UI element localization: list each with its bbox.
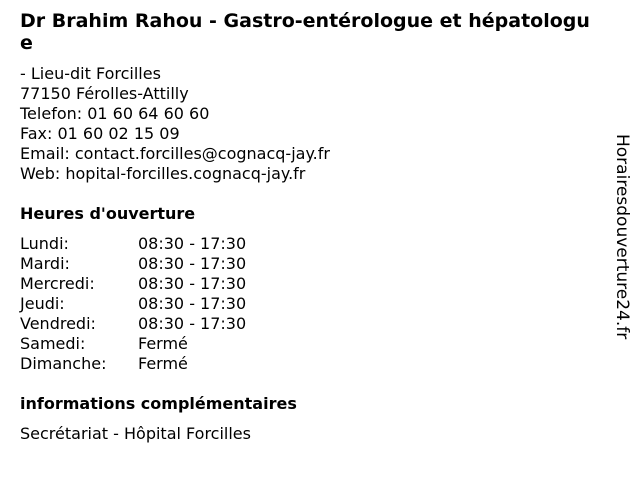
time-value: Fermé — [138, 354, 188, 373]
day-label: Dimanche: — [20, 354, 107, 373]
website: Web: hopital-forcilles.cognacq-jay.fr — [20, 164, 306, 183]
day-label: Mercredi: — [20, 274, 95, 293]
day-label: Lundi: — [20, 234, 69, 253]
time-value: 08:30 - 17:30 — [138, 314, 247, 333]
site-watermark: Horairesdouverture24.fr — [612, 134, 632, 340]
time-value: 08:30 - 17:30 — [138, 274, 247, 293]
time-value: 08:30 - 17:30 — [138, 234, 247, 253]
time-value: 08:30 - 17:30 — [138, 294, 247, 313]
address-line-1: - Lieu-dit Forcilles — [20, 64, 161, 83]
info-text: Secrétariat - Hôpital Forcilles — [20, 424, 251, 443]
info-heading: informations complémentaires — [20, 394, 297, 413]
time-value: 08:30 - 17:30 — [138, 254, 247, 273]
address-line-2: 77150 Férolles-Attilly — [20, 84, 189, 103]
day-label: Samedi: — [20, 334, 86, 353]
email-address: Email: contact.forcilles@cognacq-jay.fr — [20, 144, 330, 163]
hours-heading: Heures d'ouverture — [20, 204, 196, 223]
time-value: Fermé — [138, 334, 188, 353]
page-title: Dr Brahim Rahou - Gastro-entérologue et hépatologue — [20, 10, 590, 54]
day-label: Mardi: — [20, 254, 70, 273]
phone-number: Telefon: 01 60 64 60 60 — [20, 104, 210, 123]
fax-number: Fax: 01 60 02 15 09 — [20, 124, 180, 143]
contact-block — [20, 64, 330, 184]
day-label: Jeudi: — [20, 294, 65, 313]
day-label: Vendredi: — [20, 314, 96, 333]
